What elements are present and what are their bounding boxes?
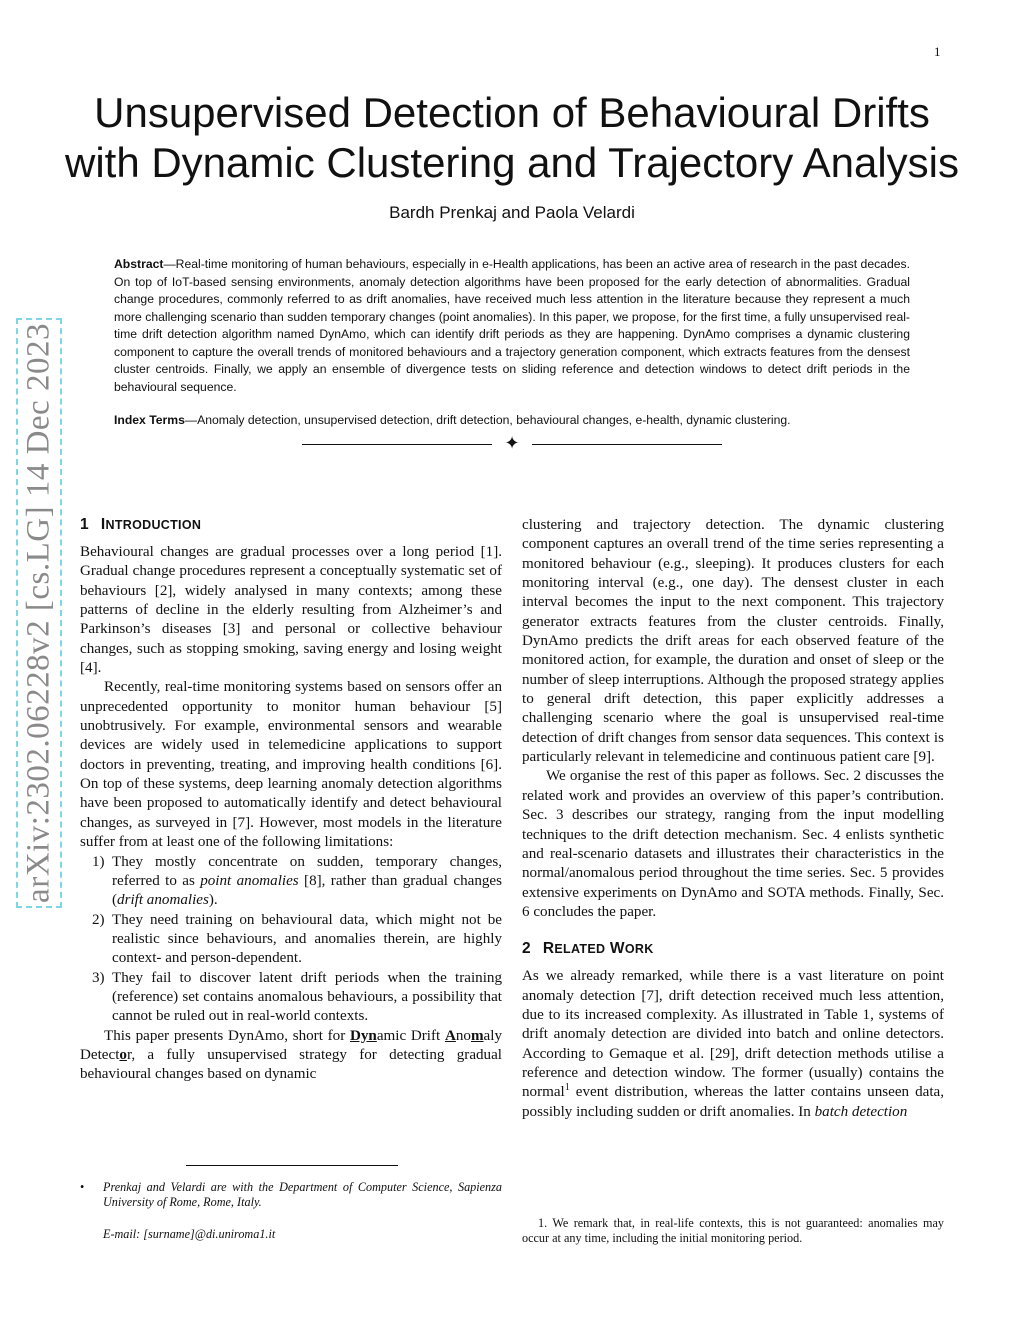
related-work-emphasis: batch detection [814,1103,908,1120]
p3-acronym-part: A [444,1027,456,1044]
p3-text: amic Drift [376,1027,445,1044]
arxiv-stamp [16,318,62,908]
section-1-title-rest: NTRODUCTION [105,518,202,532]
bullet-icon: • [80,1180,85,1194]
divider-line-left [302,444,492,445]
list-item-emphasis: drift anomalies [117,892,209,909]
p3-acronym-part: Dyn [349,1027,377,1044]
list-item-number: 2) [92,911,105,928]
paper-title [0,88,1024,187]
intro-paragraph-3 [80,1027,502,1085]
section-2-heading [522,940,944,958]
p3-text: aly Detect [80,1027,502,1063]
affiliation-note [80,1180,502,1210]
p3-acronym-part: m [470,1027,484,1044]
list-item-number: 3) [92,969,105,986]
footnote-text: 1. We remark that, in real-life contexts, this is not guaranteed: anomalies may occur at any time, including the initial monitoring period. [522,1216,944,1245]
abstract [114,256,910,396]
p3-text: r, a fully unsupervised strategy for detecting gradual behavioural changes based on dynamic [80,1046,502,1083]
list-item-text: [8], rather than gradual changes ( [112,872,502,909]
section-2-title-initial: R [542,940,555,958]
page-number: 1 [934,44,941,59]
footnote [522,1216,944,1246]
list-item [80,853,502,911]
abstract-text: —Real-time monitoring of human behaviours, especially in e-Health applications, has been an active area of research in the past decades. On top of IoT-based sensing environments, anomaly detection algorithms have been proposed for the early detection of abnormalities. Gradual change procedures, commonly referred to as drift anomalies, have received much less attention in the literature because they represent a much more challenging scenario than sudden temporary changes (point anomalies). In this paper, we propose, for the first time, a fully unsupervised real-time drift detection algorithm named DynAmo, which can identify drift periods as they are happening. DynAmo comprises a dynamic clustering component to capture the overall trends of monitored behaviours and a trajectory generation component, which extracts features from the densest cluster centroids. Finally, we apply an ensemble of divergence tests on sliding reference and detection windows to detect drift periods in the behavioural sequence. [114,257,910,394]
intro-paragraph-2: Recently, real-time monitoring systems based on sensors offer an unprecedented opportunity to monitor human behaviour [5] unobtrusively. For example, environmental sensors and wearable devices are widely used in telemedicine applications to support doctors in preventing, treating, and improving health conditions [6]. On top of these systems, deep learning anomaly detection algorithms have been proposed to automatically identify and detect behavioural changes, as surveyed in [7]. However, most models in the literature suffer from at least one of the following limitations: [80,679,502,851]
section-2-title-initial: W [609,940,625,958]
list-item-text: ). [208,892,218,909]
footnote-marker: 1 [564,1082,570,1094]
divider-star-icon: ✦ [504,433,520,454]
list-item-text: They need training on behavioural data, which might not be realistic since behaviours, and anomalies therein, are highly context- and person-dependent. [112,911,502,967]
title-line-2: with Dynamic Clustering and Trajectory Analysis [64,138,960,186]
related-work-paragraph [522,967,944,1122]
right-column [522,516,944,1122]
list-item-text: They fail to discover latent drift periods when the training (reference) set contains anomalous behaviours, a possibility that cannot be ruled out in real-world contexts. [112,969,502,1025]
divider-line-right [532,444,722,445]
left-column [80,516,502,1085]
section-2-title-rest: ELATED [554,942,606,957]
section-1-heading [80,516,502,534]
intro-paragraph-1: Behavioural changes are gradual processes over a long period [1]. Gradual change procedures represent a conceptually systematic set of behaviours [2], widely analysed in many contexts; among these patterns of decline in the elderly resulting from Alzheimer’s and Parkinson’s diseases [3] and personal or collective behaviour changes, such as stopping smoking, saving energy and losing weight [4]. [80,544,502,677]
intro-continuation: clustering and trajectory detection. The dynamic clustering component captures an overall trend of the time series representing a monitored behaviour (e.g., sleeping). It produces clusters for each monitoring interval (e.g., one day). The densest cluster in each interval becomes the input to the next component. This trajectory generator extracts features from the cluster centroids. Finally, DynAmo predicts the drift areas for each observed feature of the monitored action, for example, the duration and onset of sleep or the number of sleep interruptions. Although the proposed strategy applies to general drift detection, this paper explicitly addresses a challenging scenario where the goal is unsupervised real-time detection of drift changes from sensor data sequences. This context is particularly relevant in telemedicine and continuous patient care [9]. [522,517,944,766]
p3-text: no [455,1027,471,1044]
section-2-number: 2 [522,940,531,958]
title-line-1: Unsupervised Detection of Behavioural Drifts [94,89,930,136]
related-work-text: As we already remarked, while there is a vast literature on point anomaly detection [7], drift detection received much less attention, due to its increased complexity. As illustrated in Table 1, systems of drift anomaly detection are divided into batch and online detectors. According to Gemaque et al. [29], drift detection methods utilise a reference and detection window. The former (usually) contains the normal [522,968,944,1101]
section-1-title-initial: I [100,516,106,533]
list-item [80,969,502,1027]
index-terms-text: —Anomaly detection, unsupervised detection, drift detection, behavioural changes, e-health, dynamic clustering. [184,413,791,427]
p3-text: This paper presents DynAmo, short for [104,1027,350,1044]
author-email: E-mail: [surname]@di.uniroma1.it [103,1227,276,1241]
index-terms [114,412,910,429]
paper-outline-paragraph: We organise the rest of this paper as follows. Sec. 2 discusses the related work and provides an overview of this paper’s contribution. Sec. 3 describes our strategy, ranging from the input modelling techniques to the drift detection mechanism. Sec. 4 enlists synthetic and real-scenario datasets and illustrates their characteristics in the normal/anomalous period throughout the time series. Sec. 5 provides extensive experiments on DynAmo and SOTA methods. Finally, Sec. 6 concludes the paper. [522,768,944,920]
list-item-emphasis: point anomalies [200,872,299,889]
section-divider [302,435,722,455]
list-item-number: 1) [92,853,105,870]
section-2-title-rest: ORK [624,942,654,957]
authors: Bardh Prenkaj and Paola Velardi [389,203,635,222]
related-work-text: event distribution, whereas the latter contains unseen data, possibly including sudden or drift anomalies. In [522,1084,944,1120]
list-item-text: They mostly concentrate on sudden, temporary changes, referred to as [112,853,502,889]
footnote-rule [186,1165,398,1166]
arxiv-id: arXiv:2302.06228v2 [cs.LG] 14 Dec 2023 [20,323,57,903]
section-1-number: 1 [80,516,89,533]
list-item [80,911,502,969]
p3-acronym-part: o [119,1046,127,1063]
abstract-label: Abstract [114,257,164,271]
affiliation-text: Prenkaj and Velardi are with the Department of Computer Science, Sapienza University of Rome, Rome, Italy. [103,1180,502,1209]
limitations-list [80,853,502,1027]
index-terms-label: Index Terms [114,413,185,427]
